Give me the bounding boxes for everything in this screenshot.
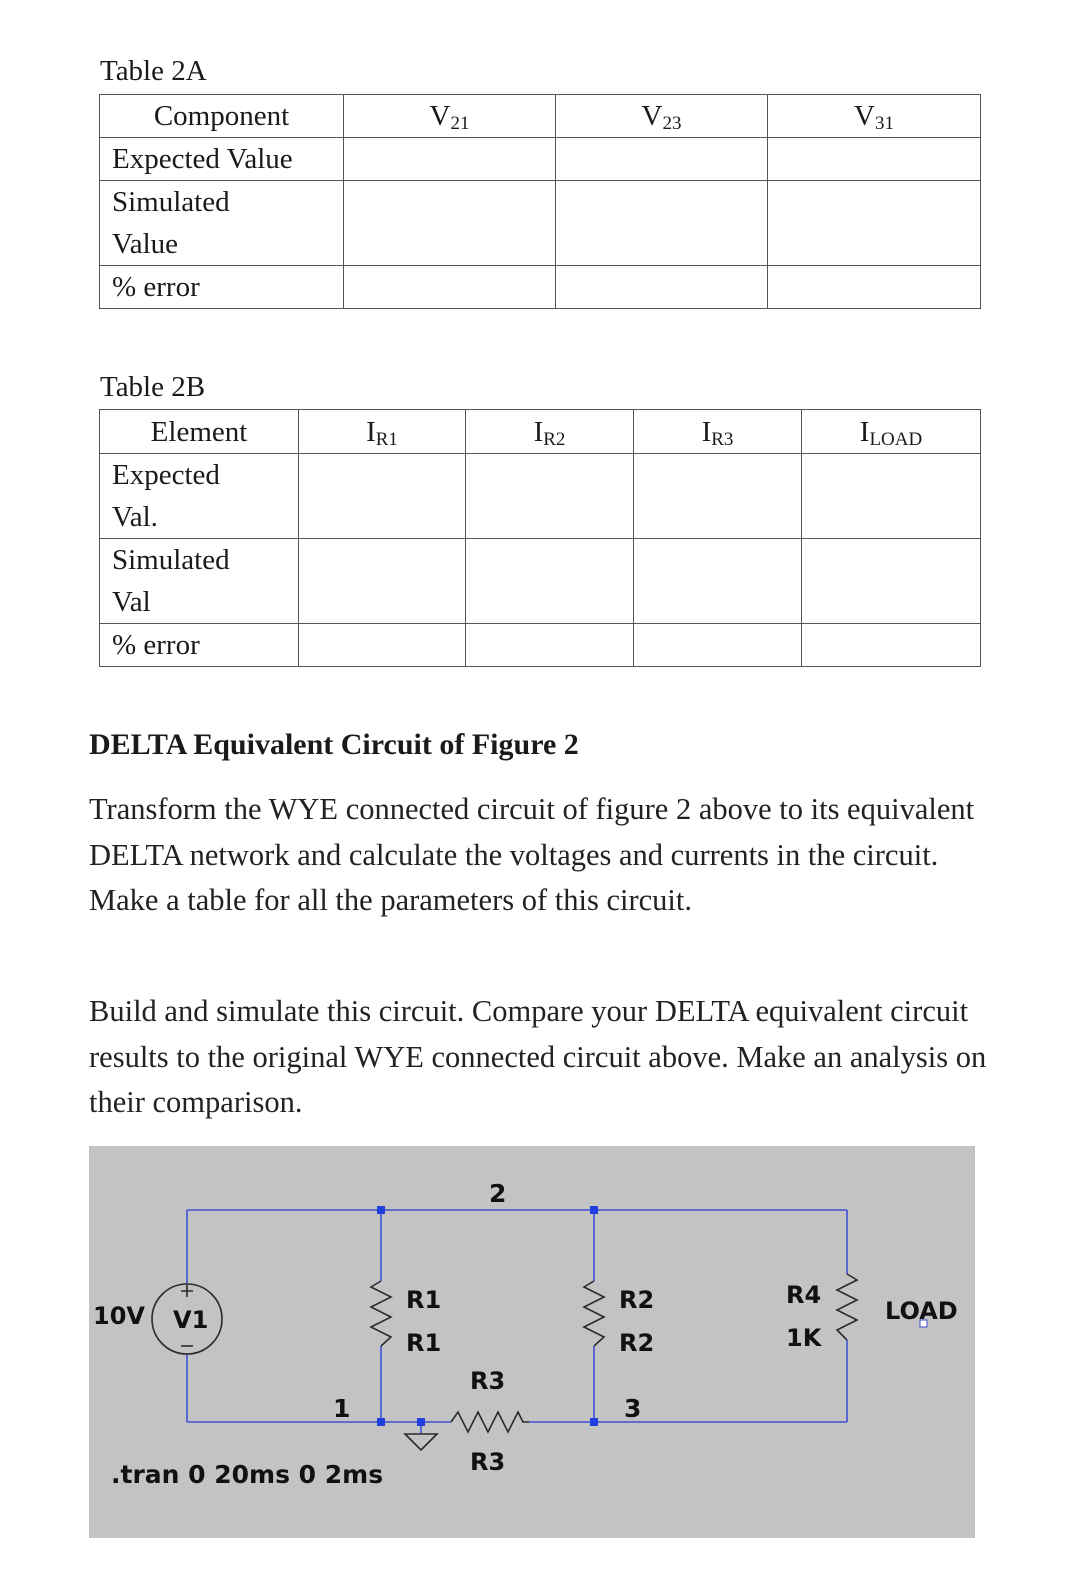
table-cell xyxy=(344,181,556,266)
row-label: Simulated Value xyxy=(100,181,344,266)
table-cell xyxy=(634,454,802,539)
instruction-paragraph-1: Transform the WYE connected circuit of figure 2 above to its equivalent DELTA network and calculate the voltages and currents in the circuit. Make a table for all the parameters of this circuit. xyxy=(89,792,975,917)
table-row xyxy=(100,138,981,181)
resistor-r3-icon xyxy=(451,1412,529,1432)
row-label: Simulated Val xyxy=(100,539,299,624)
circuit-schematic xyxy=(89,1146,975,1538)
table-2a-col-header: $V_{23}$ xyxy=(556,95,768,138)
table-2b-col-header: $I_{R3}$ xyxy=(634,410,802,454)
table-cell xyxy=(768,266,981,309)
table-cell xyxy=(466,454,634,539)
table-cell xyxy=(634,539,802,624)
table-cell xyxy=(556,266,768,309)
resistor-r2-icon xyxy=(584,1281,604,1346)
node-label-2: 2 xyxy=(489,1179,507,1208)
section-heading: DELTA Equivalent Circuit of Figure 2 xyxy=(89,728,579,761)
junction-dot xyxy=(590,1206,598,1214)
row-label: % error xyxy=(100,624,299,667)
table-2b-col-header: $I_{R1}$ xyxy=(299,410,466,454)
table-cell xyxy=(466,539,634,624)
table-cell xyxy=(556,138,768,181)
table-2a-col-header: $V_{31}$ xyxy=(768,95,981,138)
table-2b-caption: Table 2B xyxy=(100,371,206,403)
resistor-r1-icon xyxy=(371,1281,391,1346)
table-cell xyxy=(299,539,466,624)
r1-name-label: R1 xyxy=(406,1286,442,1314)
table-cell xyxy=(299,624,466,667)
table-cell xyxy=(556,181,768,266)
row-label: Expected Val. xyxy=(100,454,299,539)
table-cell xyxy=(344,138,556,181)
table-row xyxy=(100,539,981,624)
table-row xyxy=(100,624,981,667)
resistor-r4-icon xyxy=(837,1274,857,1340)
table-2a-corner-header: Component xyxy=(100,95,344,138)
ground-icon xyxy=(405,1434,437,1450)
plus-icon xyxy=(181,1285,193,1297)
table-cell xyxy=(299,454,466,539)
table-cell xyxy=(802,624,981,667)
table-cell xyxy=(634,624,802,667)
source-name-label: V1 xyxy=(173,1306,209,1334)
table-row xyxy=(100,181,981,266)
r3-value-label: R3 xyxy=(470,1448,506,1476)
table-2b-corner-header: Element xyxy=(100,410,299,454)
junction-dot xyxy=(377,1418,385,1426)
source-value-label: 10V xyxy=(93,1302,145,1330)
table-row xyxy=(100,454,981,539)
table-cell xyxy=(802,454,981,539)
junction-dot xyxy=(417,1418,425,1426)
load-label: LOAD xyxy=(885,1297,958,1325)
r4-value-label: 1K xyxy=(786,1324,822,1352)
node-label-1: 1 xyxy=(333,1394,351,1423)
table-2a-col-header: $V_{21}$ xyxy=(344,95,556,138)
table-row xyxy=(100,266,981,309)
junction-dot xyxy=(377,1206,385,1214)
table-2a xyxy=(99,94,981,309)
r4-name-label: R4 xyxy=(786,1281,822,1309)
table-2b-col-header: $I_{LOAD}$ xyxy=(802,410,981,454)
table-2a-caption: Table 2A xyxy=(100,55,207,87)
instruction-paragraph-2: Build and simulate this circuit. Compare your DELTA equivalent circuit results to the original WYE connected circuit above. Make an analysis on their comparison. xyxy=(89,994,987,1119)
table-cell xyxy=(802,539,981,624)
table-cell xyxy=(466,624,634,667)
table-cell xyxy=(768,138,981,181)
spice-directive: .tran 0 20ms 0 2ms xyxy=(111,1460,384,1489)
r2-name-label: R2 xyxy=(619,1286,655,1314)
row-label: Expected Value xyxy=(100,138,344,181)
table-2b-col-header: $I_{R2}$ xyxy=(466,410,634,454)
r3-name-label: R3 xyxy=(470,1367,506,1395)
junction-dot xyxy=(590,1418,598,1426)
table-cell xyxy=(344,266,556,309)
row-label: % error xyxy=(100,266,344,309)
node-label-3: 3 xyxy=(624,1394,642,1423)
table-cell xyxy=(768,181,981,266)
r2-value-label: R2 xyxy=(619,1329,655,1357)
table-2b xyxy=(99,409,981,667)
r1-value-label: R1 xyxy=(406,1329,442,1357)
